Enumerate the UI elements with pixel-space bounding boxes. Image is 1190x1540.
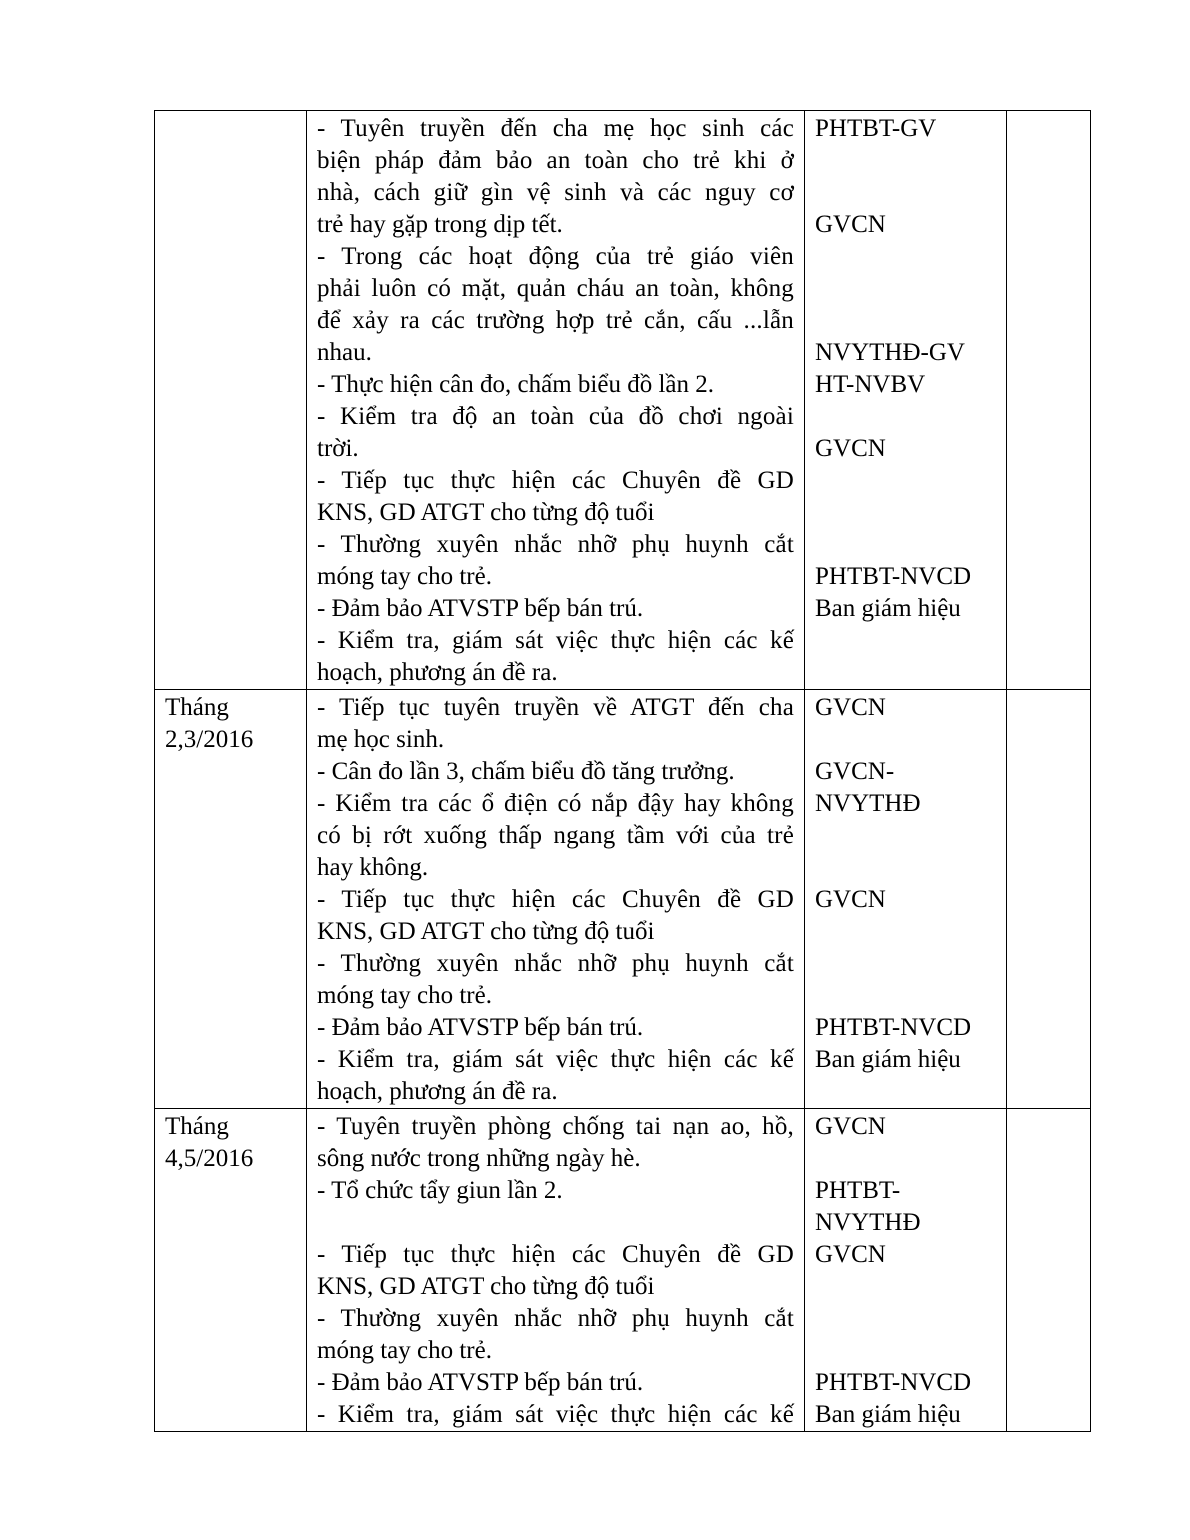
responsible-line: GVCN [815, 886, 886, 913]
content-line: để xảy ra các trường hợp trẻ cắn, cấu ...lẫn [317, 307, 794, 334]
content-line: hoạch, phương án đề ra. [317, 1078, 558, 1105]
time-line: 2,3/2016 [165, 726, 254, 753]
plan-table [154, 110, 1091, 1432]
content-line: móng tay cho trẻ. [317, 563, 492, 590]
responsible-line: Ban giám hiệu [815, 1046, 961, 1073]
content-line: hoạch, phương án đề ra. [317, 659, 558, 686]
responsible-line [815, 1335, 996, 1367]
content-line: nhà, cách giữ gìn vệ sinh và các nguy cơ [317, 179, 794, 206]
content-line: trời. [317, 435, 359, 462]
time-cell [155, 1109, 307, 1432]
responsible-line [815, 241, 996, 273]
responsible-line [815, 465, 996, 497]
content-line: trẻ hay gặp trong dịp tết. [317, 211, 563, 238]
responsible-line: GVCN [815, 211, 886, 238]
content-line: - Thường xuyên nhắc nhỡ phụ huynh cắt [317, 531, 794, 558]
content-line: - Tiếp tục thực hiện các Chuyên đề GD [317, 1241, 794, 1268]
content-line: - Kiểm tra, giám sát việc thực hiện các kế [317, 1046, 794, 1073]
time-line: Tháng [165, 1113, 229, 1140]
content-line: - Kiểm tra độ an toàn của đồ chơi ngoài [317, 403, 794, 430]
content-line: - Thường xuyên nhắc nhỡ phụ huynh cắt [317, 1305, 794, 1332]
responsible-cell [805, 111, 1007, 690]
content-line: - Tổ chức tẩy giun lần 2. [317, 1177, 563, 1204]
note-cell [1007, 1109, 1091, 1432]
responsible-line [815, 980, 996, 1012]
responsible-cell [805, 690, 1007, 1109]
time-cell [155, 690, 307, 1109]
content-line: - Tiếp tục thực hiện các Chuyên đề GD [317, 886, 794, 913]
responsible-line: Ban giám hiệu [815, 1401, 961, 1428]
responsible-line: Ban giám hiệu [815, 595, 961, 622]
responsible-line: NVYTHĐ-GV [815, 339, 965, 366]
responsible-line: GVCN [815, 435, 886, 462]
responsible-line: GVCN [815, 1113, 886, 1140]
content-line: móng tay cho trẻ. [317, 982, 492, 1009]
responsible-cell [805, 1109, 1007, 1432]
content-line: - Đảm bảo ATVSTP bếp bán trú. [317, 1369, 644, 1396]
content-line: KNS, GD ATGT cho từng độ tuổi [317, 1273, 655, 1300]
responsible-line [815, 916, 996, 948]
responsible-line: GVCN- [815, 758, 895, 785]
responsible-line: GVCN [815, 1241, 886, 1268]
responsible-line: PHTBT-GV [815, 115, 937, 142]
content-line: - Kiểm tra, giám sát việc thực hiện các kế [317, 1401, 794, 1428]
content-line: - Đảm bảo ATVSTP bếp bán trú. [317, 595, 644, 622]
responsible-line: GVCN [815, 694, 886, 721]
responsible-line [815, 497, 996, 529]
content-line: - Tiếp tục thực hiện các Chuyên đề GD [317, 467, 794, 494]
time-line: Tháng [165, 694, 229, 721]
content-cell [307, 690, 805, 1109]
content-line: mẹ học sinh. [317, 726, 445, 753]
responsible-line: PHTBT-NVCD [815, 1014, 972, 1041]
content-cell [307, 1109, 805, 1432]
responsible-line: NVYTHĐ [815, 1209, 921, 1236]
content-line: hay không. [317, 854, 429, 881]
content-line: có bị rớt xuống thấp ngang tầm với của trẻ [317, 822, 794, 849]
responsible-line [815, 273, 996, 305]
table-row [155, 1109, 1091, 1432]
content-line: - Tiếp tục tuyên truyền về ATGT đến cha [317, 694, 794, 721]
responsible-line [815, 1303, 996, 1335]
content-line: phải luôn có mặt, quản cháu an toàn, không [317, 275, 794, 302]
responsible-line [815, 1271, 996, 1303]
table-row [155, 690, 1091, 1109]
responsible-line: HT-NVBV [815, 371, 926, 398]
responsible-line: PHTBT- [815, 1177, 901, 1204]
responsible-line [815, 724, 996, 756]
note-cell [1007, 690, 1091, 1109]
content-cell [307, 111, 805, 690]
content-line: sông nước trong những ngày hè. [317, 1145, 641, 1172]
content-line: nhau. [317, 339, 372, 366]
responsible-line [815, 177, 996, 209]
time-cell [155, 111, 307, 690]
content-line: - Thường xuyên nhắc nhỡ phụ huynh cắt [317, 950, 794, 977]
content-line: móng tay cho trẻ. [317, 1337, 492, 1364]
responsible-line [815, 305, 996, 337]
responsible-line [815, 852, 996, 884]
responsible-line [815, 948, 996, 980]
content-line: - Tuyên truyền đến cha mẹ học sinh các [317, 115, 794, 142]
content-line: - Thực hiện cân đo, chấm biểu đồ lần 2. [317, 371, 714, 398]
content-line: - Đảm bảo ATVSTP bếp bán trú. [317, 1014, 644, 1041]
content-line: - Cân đo lần 3, chấm biểu đồ tăng trưởng. [317, 758, 735, 785]
content-line: - Kiểm tra các ổ điện có nắp đậy hay không [317, 790, 794, 817]
responsible-line [815, 145, 996, 177]
responsible-line [815, 820, 996, 852]
responsible-line: NVYTHĐ [815, 790, 921, 817]
content-line: KNS, GD ATGT cho từng độ tuổi [317, 499, 655, 526]
responsible-line: PHTBT-NVCD [815, 563, 972, 590]
content-line: - Trong các hoạt động của trẻ giáo viên [317, 243, 794, 270]
content-line: KNS, GD ATGT cho từng độ tuổi [317, 918, 655, 945]
content-line [317, 1207, 794, 1239]
responsible-line [815, 401, 996, 433]
note-cell [1007, 111, 1091, 690]
responsible-line [815, 529, 996, 561]
time-line: 4,5/2016 [165, 1145, 254, 1172]
responsible-line: PHTBT-NVCD [815, 1369, 972, 1396]
content-line: biện pháp đảm bảo an toàn cho trẻ khi ở [317, 147, 794, 174]
table-row [155, 111, 1091, 690]
content-line: - Kiểm tra, giám sát việc thực hiện các kế [317, 627, 794, 654]
content-line: - Tuyên truyền phòng chống tai nạn ao, hồ, [317, 1113, 794, 1140]
responsible-line [815, 1143, 996, 1175]
